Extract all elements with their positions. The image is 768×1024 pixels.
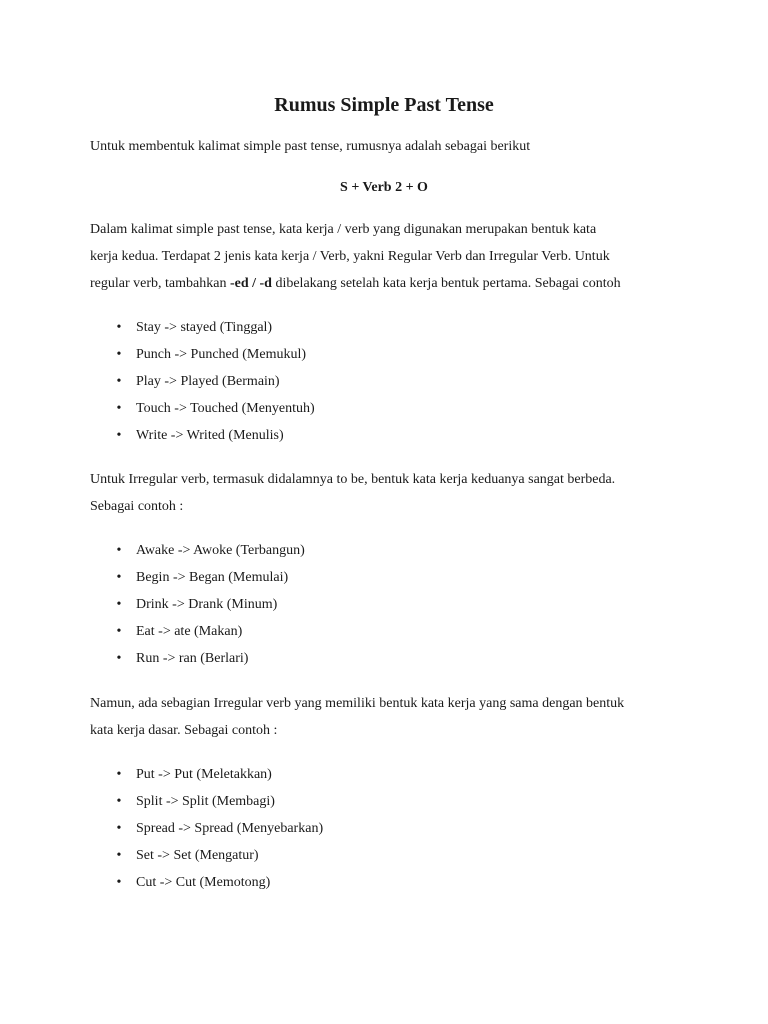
- suffix-emphasis: -ed / -d: [229, 276, 272, 291]
- list-item: [90, 869, 680, 896]
- paragraph-line: Untuk Irregular verb, termasuk didalamnya to be, bentuk kata kerja keduanya sangat berbeda.: [90, 472, 616, 487]
- paragraph-line: Dalam kalimat simple past tense, kata kerja / verb yang digunakan merupakan bentuk kata: [90, 222, 597, 237]
- list-item-text: Cut -> Cut (Memotong): [136, 875, 271, 890]
- irregular-verb-paragraph: [90, 466, 680, 520]
- list-item-text: Run -> ran (Berlari): [136, 651, 249, 666]
- list-item: [90, 842, 680, 869]
- bullet-icon: •: [116, 428, 122, 443]
- list-item-text: Split -> Split (Membagi): [136, 794, 275, 809]
- list-item: [90, 395, 680, 422]
- bullet-icon: •: [116, 794, 122, 809]
- bullet-icon: •: [116, 651, 122, 666]
- list-item: [90, 537, 680, 564]
- list-item: [90, 761, 680, 788]
- page-title: Rumus Simple Past Tense: [274, 94, 494, 116]
- list-item-text: Put -> Put (Meletakkan): [136, 767, 272, 782]
- bullet-icon: •: [116, 401, 122, 416]
- regular-examples-list: [90, 314, 680, 449]
- list-item: [90, 341, 680, 368]
- bullet-icon: •: [116, 347, 122, 362]
- bullet-icon: •: [116, 767, 122, 782]
- list-item-text: Spread -> Spread (Menyebarkan): [136, 821, 324, 836]
- paragraph-line: kata kerja dasar. Sebagai contoh :: [90, 723, 278, 738]
- paragraph-text: dibelakang setelah kata kerja bentuk pertama. Sebagai contoh: [271, 276, 621, 291]
- list-item-text: Write -> Writed (Menulis): [136, 428, 284, 443]
- bullet-icon: •: [116, 543, 122, 558]
- formula: S + Verb 2 + O: [340, 180, 428, 195]
- list-item-text: Eat -> ate (Makan): [136, 624, 243, 639]
- bullet-icon: •: [116, 320, 122, 335]
- irregular-examples-list: [90, 537, 680, 672]
- paragraph-line: Sebagai contoh :: [90, 499, 184, 514]
- bullet-icon: •: [116, 374, 122, 389]
- list-item: [90, 564, 680, 591]
- bullet-icon: •: [116, 848, 122, 863]
- list-item: [90, 788, 680, 815]
- regular-verb-paragraph: [90, 216, 680, 297]
- bullet-icon: •: [116, 570, 122, 585]
- paragraph-line: [90, 270, 680, 297]
- list-item: [90, 591, 680, 618]
- bullet-icon: •: [116, 821, 122, 836]
- list-item: [90, 618, 680, 645]
- paragraph-line: kerja kedua. Terdapat 2 jenis kata kerja / Verb, yakni Regular Verb dan Irregular Verb. Untuk: [90, 249, 610, 264]
- list-item: [90, 422, 680, 449]
- list-item-text: Set -> Set (Mengatur): [136, 848, 259, 863]
- paragraph-line: Namun, ada sebagian Irregular verb yang memiliki bentuk kata kerja yang sama dengan bentuk: [90, 696, 625, 711]
- list-item: [90, 815, 680, 842]
- list-item-text: Drink -> Drank (Minum): [136, 597, 278, 612]
- list-item-text: Stay -> stayed (Tinggal): [136, 320, 273, 335]
- list-item: [90, 645, 680, 672]
- list-item: [90, 368, 680, 395]
- list-item-text: Play -> Played (Bermain): [136, 374, 280, 389]
- same-form-paragraph: [90, 690, 680, 744]
- list-item-text: Begin -> Began (Memulai): [136, 570, 289, 585]
- intro-paragraph: Untuk membentuk kalimat simple past tense, rumusnya adalah sebagai berikut: [90, 139, 531, 154]
- list-item-text: Punch -> Punched (Memukul): [136, 347, 307, 362]
- list-item-text: Awake -> Awoke (Terbangun): [136, 543, 305, 558]
- list-item: [90, 314, 680, 341]
- bullet-icon: •: [116, 597, 122, 612]
- same-form-examples-list: [90, 761, 680, 896]
- paragraph-text: regular verb, tambahkan: [90, 276, 230, 291]
- bullet-icon: •: [116, 875, 122, 890]
- list-item-text: Touch -> Touched (Menyentuh): [136, 401, 315, 416]
- bullet-icon: •: [116, 624, 122, 639]
